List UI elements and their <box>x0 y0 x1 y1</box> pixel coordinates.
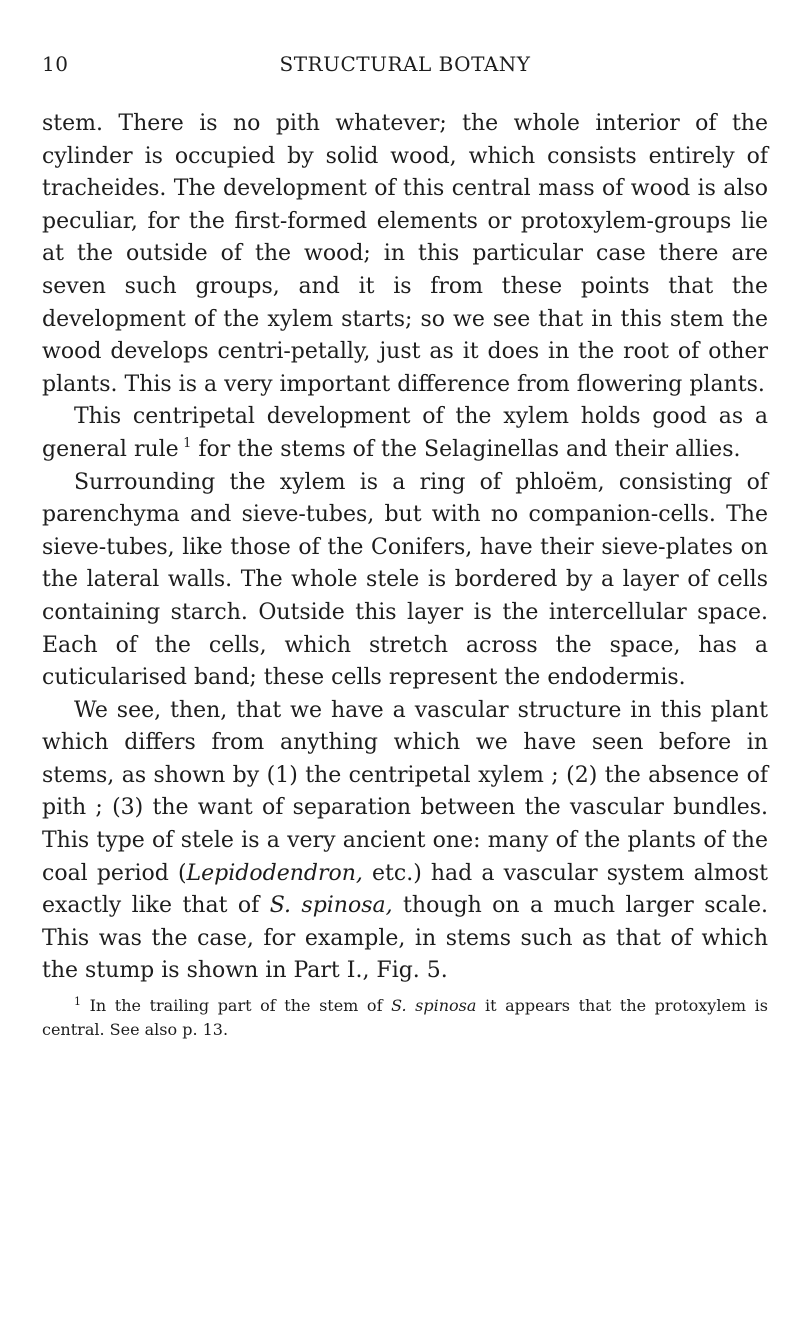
page-header <box>42 52 768 92</box>
book-page <box>42 52 768 1042</box>
footnote-text-b: it appears that the protoxylem is central. See also p. 13. <box>42 996 768 1040</box>
taxon-lepidodendron: Lepidodendron, <box>186 860 363 886</box>
paragraph-4-text-a: We see, then, that we have a vascular structure in this plant which differs from anything which we have seen before in stems, as shown by (1) the centripetal xylem ; (2) the absence of pith ; (3) the want of separation between the vascular bundles. This type of stele is a very ancient one: many of the plants of the coal period ( <box>42 697 768 886</box>
paragraph-1 <box>42 108 768 401</box>
paragraph-2-text-b: for the stems of the Selaginellas and their allies. <box>191 436 741 462</box>
paragraph-4-text-c: though on a much larger scale. This was the case, for example, in stems such as that of which the stump is shown in Part I., Fig. 5. <box>42 893 769 984</box>
taxon-s-spinosa: S. spinosa, <box>269 893 393 919</box>
paragraph-4-text-b: etc.) had a vascular system almost exactly like that of <box>42 860 768 919</box>
footnote-taxon: S. spinosa <box>391 996 477 1016</box>
paragraph-2-text-a: This centripetal development of the xylem holds good as a general rule <box>42 404 768 462</box>
footnote-marker: 1 <box>74 995 81 1009</box>
page-number: 10 <box>42 52 69 76</box>
paragraph-2 <box>42 401 768 466</box>
paragraph-1-text: stem. There is no pith whatever; the whole interior of the cylinder is occupied by solid wood, which consists entirely of tracheides. The development of this central mass of wood is also peculiar, for the first-formed elements or protoxylem-groups lie at the outside of the wood; in this particular case there are seven such groups, and it is from these points that the development of the xylem starts; so we see that in this stem the wood develops centri-petally, just as it does in the root of other plants. This is a very important difference from flowering plants. <box>42 111 768 397</box>
paragraph-3-text: Surrounding the xylem is a ring of phloëm, consisting of parenchyma and sieve-tubes, but with no companion-cells. The sieve-tubes, like those of the Conifers, have their sieve-plates on the lateral walls. The whole stele is bordered by a layer of cells containing starch. Outside this layer is the intercellular space. Each of the cells, which stretch across the space, has a cuticularised band; these cells represent the endodermis. <box>42 469 768 691</box>
body-text <box>42 108 768 988</box>
footnote <box>42 994 768 1042</box>
paragraph-4 <box>42 695 768 988</box>
footnote-text-a: In the trailing part of the stem of <box>81 996 392 1016</box>
paragraph-3 <box>42 467 768 695</box>
footnote-reference: 1 <box>183 435 192 451</box>
running-title: STRUCTURAL BOTANY <box>279 52 531 76</box>
